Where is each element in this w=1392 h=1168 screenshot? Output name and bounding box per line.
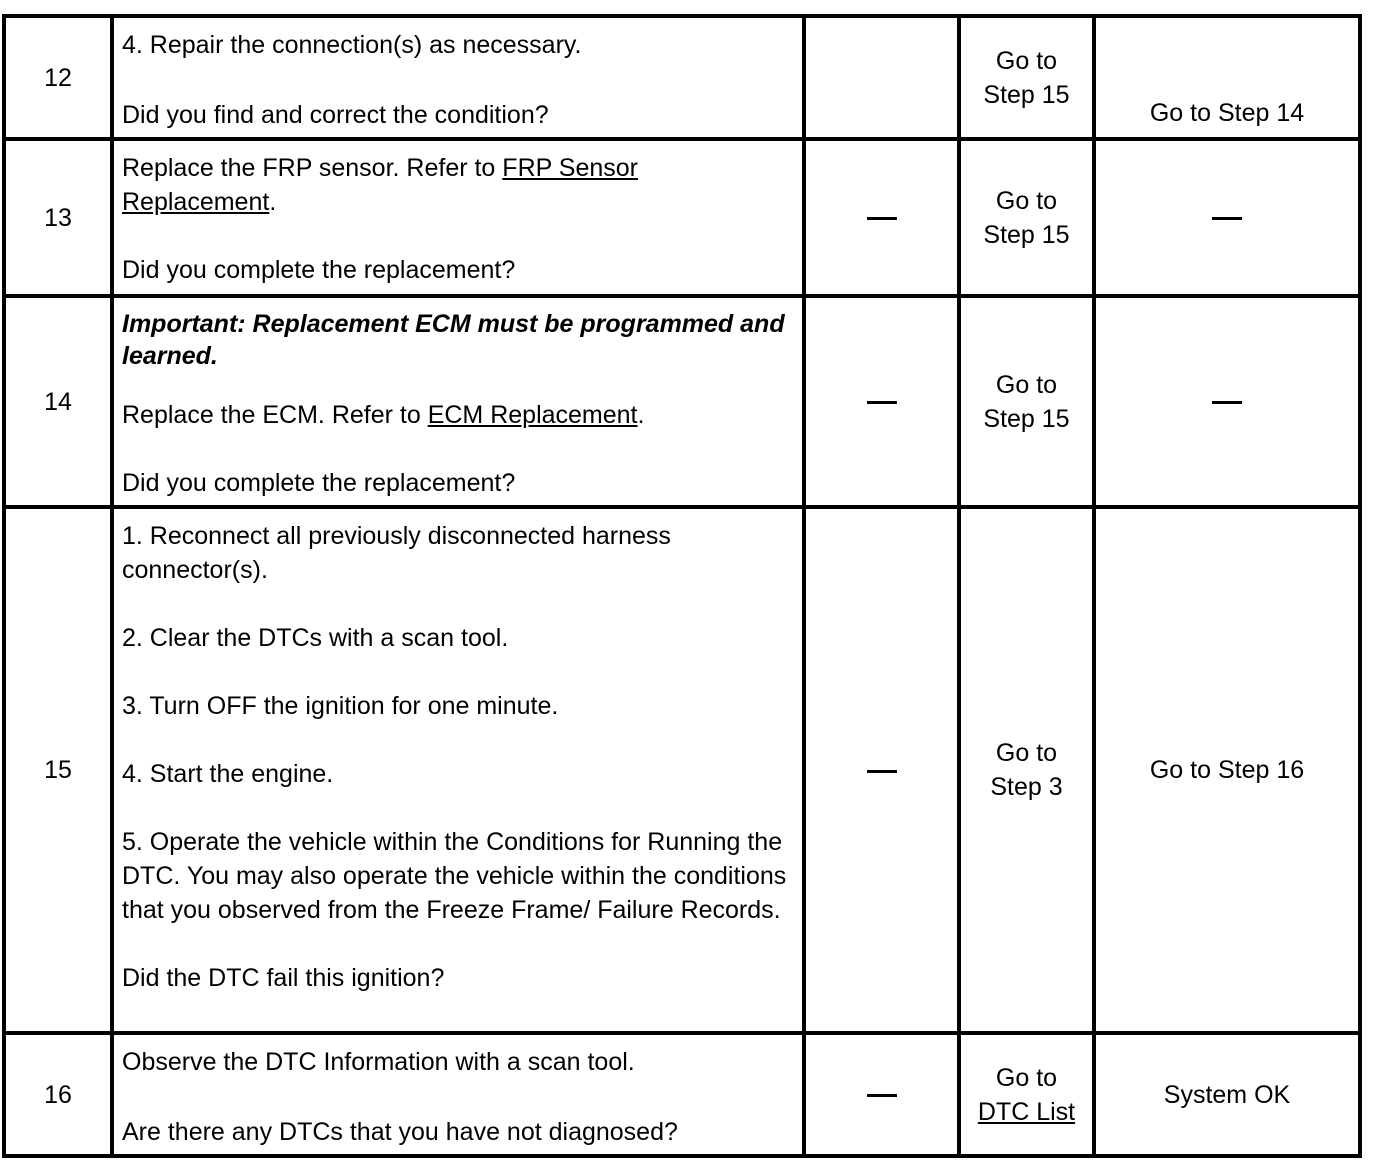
yes-line1: Go to [995,739,1058,767]
value-cell [804,16,959,139]
diagnostic-table [2,14,1362,1158]
yes-line2: Step 15 [983,404,1070,433]
ecm-replacement-link[interactable]: ECM Replacement [427,401,638,429]
action-text-before: Replace the FRP sensor. Refer to [122,154,503,182]
action-cell [112,139,804,296]
yes-line1: Go to [995,1063,1058,1092]
table-row-step-12 [4,16,1360,139]
no-cell: Go to Step 16 [1094,507,1360,1033]
important-note: Important: Replacement ECM must be programmed and learned. [122,310,785,370]
table-row-step-15 [4,507,1360,1033]
action-step-4: 4. Start the engine. [122,760,334,788]
no-cell: Go to Step 14 [1094,16,1360,139]
dash-mark [867,217,897,220]
step-number: 12 [4,16,112,139]
yes-line1: Go to [995,186,1058,215]
value-cell [804,507,959,1033]
action-step-2: 2. Clear the DTCs with a scan tool. [122,624,509,652]
action-question: Did you complete the replacement? [122,256,516,284]
action-step-3: 3. Turn OFF the ignition for one minute. [122,692,559,720]
action-text-before: Replace the ECM. Refer to [122,401,428,429]
action-text-after: . [637,401,645,429]
action-question: Did you complete the replacement? [122,469,516,497]
action-step-5: 5. Operate the vehicle within the Conditions for Running the DTC. You may also operate the vehicle within the conditions that you observed from the Freeze Frame/ Failure Records. [122,828,787,924]
value-cell [804,139,959,296]
yes-cell [959,16,1094,139]
step-number: 16 [4,1033,112,1156]
yes-line2: Step 3 [990,773,1063,801]
step-number: 14 [4,296,112,507]
action-question: Are there any DTCs that you have not diagnosed? [122,1118,678,1146]
table-row-step-14 [4,296,1360,507]
frp-sensor-replacement-link[interactable]: FRP Sensor Replacement [122,154,639,216]
value-cell [804,1033,959,1156]
action-text [122,398,794,432]
yes-line2: Step 15 [983,80,1070,109]
yes-line1: Go to [995,370,1058,399]
dash-mark [867,770,897,773]
table-row-step-13 [4,139,1360,296]
no-cell: System OK [1094,1033,1360,1156]
step-number: 15 [4,507,112,1033]
action-question: Did the DTC fail this ignition? [122,964,445,992]
step-number: 13 [4,139,112,296]
action-question: Did you find and correct the condition? [122,101,549,129]
yes-line2: Step 15 [983,220,1070,249]
action-text [122,151,794,219]
yes-cell [959,296,1094,507]
yes-cell [959,1033,1094,1156]
action-text-after: . [269,188,277,216]
action-cell [112,1033,804,1156]
yes-line1: Go to [995,46,1058,75]
dash-mark [1212,217,1242,220]
action-text: 4. Repair the connection(s) as necessary. [122,31,582,59]
action-cell [112,507,804,1033]
action-step-1: 1. Reconnect all previously disconnected harness connector(s). [122,522,671,584]
dash-mark [867,401,897,404]
no-cell [1094,139,1360,296]
yes-cell [959,139,1094,296]
action-cell [112,296,804,507]
action-text: Observe the DTC Information with a scan tool. [122,1048,635,1076]
action-cell [112,16,804,139]
value-cell [804,296,959,507]
yes-cell [959,507,1094,1033]
table-row-step-16 [4,1033,1360,1156]
dash-mark [867,1094,897,1097]
no-cell [1094,296,1360,507]
dtc-list-link[interactable]: DTC List [977,1097,1076,1126]
dash-mark [1212,401,1242,404]
